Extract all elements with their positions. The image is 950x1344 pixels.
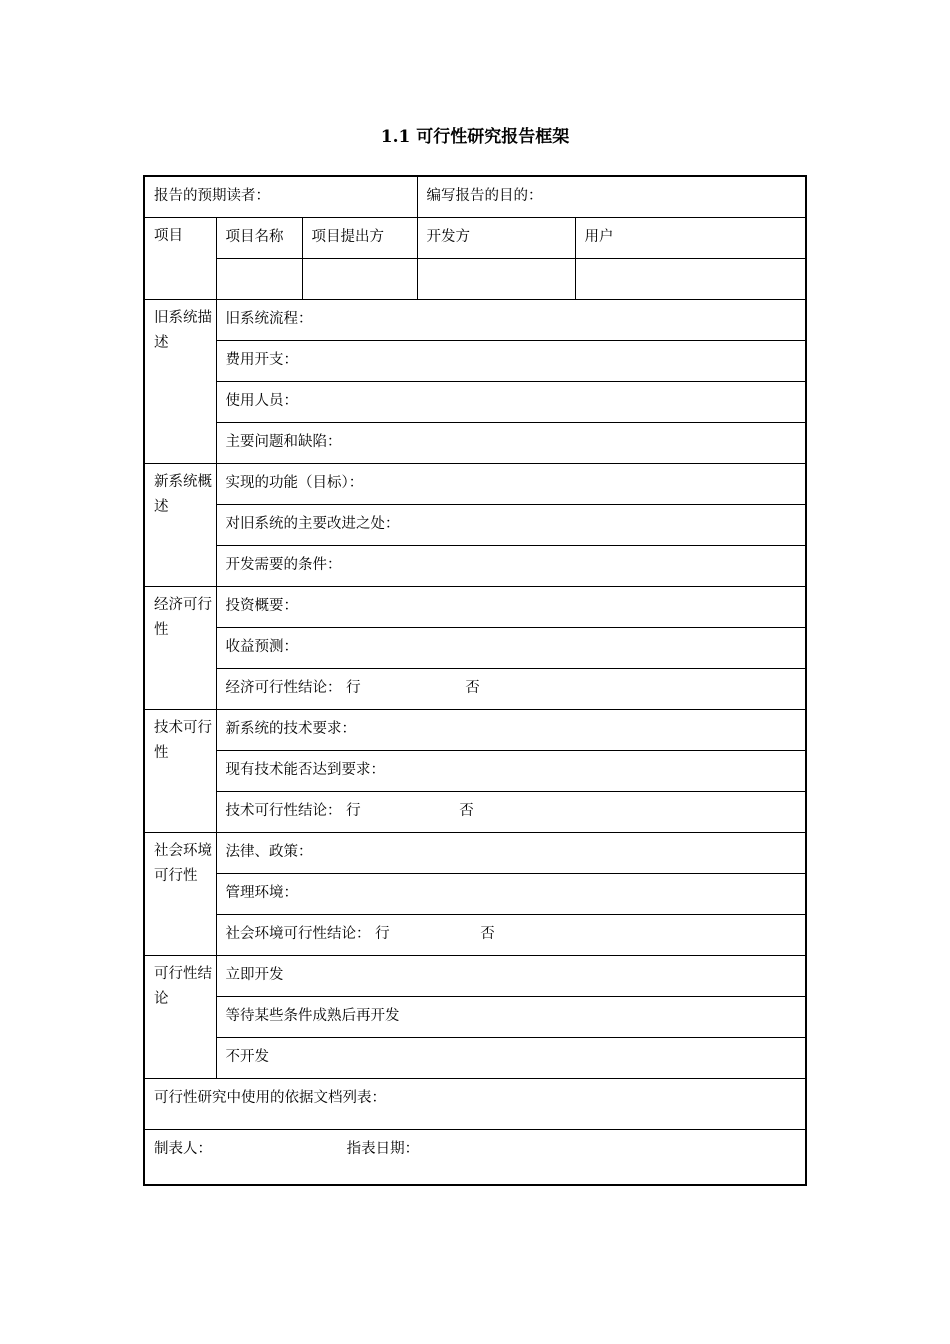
technical-conclusion-row (216, 791, 806, 832)
economic-label: 经济可行性 (144, 586, 216, 709)
technical-label: 技术可行性 (144, 709, 216, 832)
user-header: 用户 (575, 217, 806, 258)
do-not-develop-option[interactable]: 不开发 (216, 1037, 806, 1078)
develop-now-option[interactable]: 立即开发 (216, 955, 806, 996)
feasibility-conclusion-label: 可行性结论 (144, 955, 216, 1078)
social-law-field[interactable]: 法律、政策： (216, 832, 806, 873)
old-system-issues-field[interactable]: 主要问题和缺陷： (216, 422, 806, 463)
social-conclusion-label: 社会环境可行性结论： (225, 925, 371, 942)
page-title: 1.1 可行性研究报告框架 (380, 127, 570, 147)
project-label: 项目 (144, 217, 216, 299)
new-system-functions-field[interactable]: 实现的功能（目标）： (216, 463, 806, 504)
old-system-staff-field[interactable]: 使用人员： (216, 381, 806, 422)
develop-later-option[interactable]: 等待某些条件成熟后再开发 (216, 996, 806, 1037)
social-label: 社会环境可行性 (144, 832, 216, 955)
new-system-label: 新系统概述 (144, 463, 216, 586)
footer-row (144, 1129, 806, 1185)
user-cell[interactable] (575, 258, 806, 299)
economic-yes-option[interactable]: 行 (346, 679, 361, 696)
technical-no-option[interactable]: 否 (459, 802, 474, 819)
purpose-field[interactable]: 编写报告的目的： (417, 176, 806, 217)
old-system-label: 旧系统描述 (144, 299, 216, 463)
technical-current-field[interactable]: 现有技术能否达到要求： (216, 750, 806, 791)
social-yes-option[interactable]: 行 (375, 925, 390, 942)
technical-conclusion-label: 技术可行性结论： (225, 802, 342, 819)
reference-documents-field[interactable]: 可行性研究中使用的依据文档列表： (144, 1078, 806, 1129)
social-management-field[interactable]: 管理环境： (216, 873, 806, 914)
developer-header: 开发方 (417, 217, 575, 258)
economic-conclusion-row (216, 668, 806, 709)
technical-yes-option[interactable]: 行 (346, 802, 361, 819)
technical-requirements-field[interactable]: 新系统的技术要求： (216, 709, 806, 750)
new-system-conditions-field[interactable]: 开发需要的条件： (216, 545, 806, 586)
social-conclusion-row (216, 914, 806, 955)
readers-field[interactable]: 报告的预期读者： (144, 176, 417, 217)
economic-investment-field[interactable]: 投资概要： (216, 586, 806, 627)
table-date-field[interactable]: 指表日期： (346, 1140, 420, 1157)
project-name-cell[interactable] (216, 258, 302, 299)
feasibility-form-table (143, 175, 807, 1186)
table-maker-field[interactable]: 制表人： (154, 1140, 212, 1157)
project-proposer-cell[interactable] (302, 258, 417, 299)
social-no-option[interactable]: 否 (480, 925, 495, 942)
economic-no-option[interactable]: 否 (465, 679, 480, 696)
project-proposer-header: 项目提出方 (302, 217, 417, 258)
economic-conclusion-label: 经济可行性结论： (225, 679, 342, 696)
old-system-flow-field[interactable]: 旧系统流程： (216, 299, 806, 340)
developer-cell[interactable] (417, 258, 575, 299)
economic-forecast-field[interactable]: 收益预测： (216, 627, 806, 668)
old-system-cost-field[interactable]: 费用开支： (216, 340, 806, 381)
new-system-improvements-field[interactable]: 对旧系统的主要改进之处： (216, 504, 806, 545)
project-name-header: 项目名称 (216, 217, 302, 258)
